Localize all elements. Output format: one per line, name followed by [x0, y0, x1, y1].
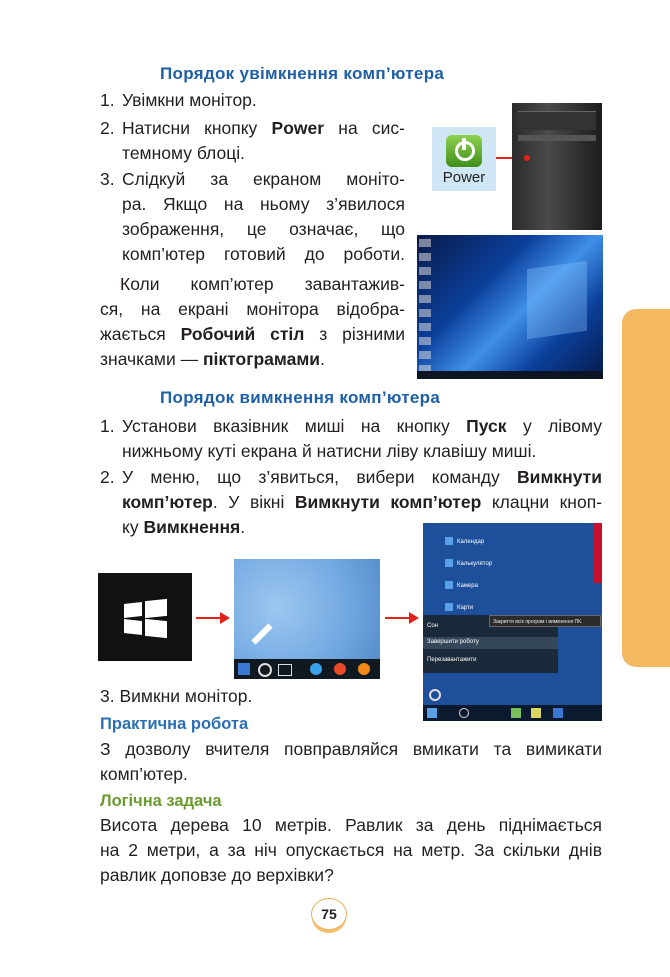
text: Установи вказівник миші на кнопку [122, 416, 467, 436]
step-line: темному блоці. [122, 143, 245, 163]
text: жається [100, 324, 181, 344]
app-item: Камера [457, 583, 478, 589]
step-line: Слідкуй за екраном моніто- [122, 169, 405, 189]
step-on-1 [100, 88, 410, 113]
step-text: Увімкни монітор. [122, 90, 257, 110]
para-line: Коли комп’ютер завантажив- [120, 274, 405, 294]
text: на сис- [324, 118, 405, 138]
text: У меню, що з’явиться, вибери команду [122, 467, 518, 487]
power-icon [446, 135, 482, 167]
page-number: 75 [311, 898, 347, 930]
step-number: 2. [100, 118, 115, 138]
step-number: 3. [100, 686, 115, 706]
app-item: Календар [457, 539, 485, 545]
pointer-arrow-icon [251, 623, 272, 644]
app-item: Калькулятор [457, 561, 493, 567]
icons-term: піктограмами [202, 349, 321, 369]
para-line: ся, на екрані монітора відобра- [100, 299, 405, 319]
arrow-right-icon [385, 617, 417, 619]
shutdown-term: Вимкнути [517, 467, 602, 487]
practical-text [100, 737, 602, 787]
shutdown-tooltip: Закриття всіх програм і вимкнення ПК. [489, 615, 601, 627]
step-number: 1. [100, 416, 115, 436]
text-line: на 2 метри, а за ніч опускається на метр. За скільки днів [100, 840, 602, 860]
text-line: Висота дерева 10 метрів. Равлик за день піднімається [100, 815, 602, 835]
shutdown-window-term: Вимкнути комп’ютер [294, 492, 482, 512]
step-line [122, 490, 602, 515]
app-item: Карти [457, 605, 474, 611]
step-on-2 [100, 116, 405, 166]
power-label: Power [442, 169, 486, 186]
windows-logo-image [98, 573, 192, 661]
step-line: нижньому куті екрана й натисни ліву клавішу миші. [122, 441, 537, 461]
desktop-term: Робочий стіл [180, 324, 305, 344]
step-line: зображення, це означає, що [122, 219, 405, 239]
step-on-3 [100, 167, 405, 267]
power-off-term: Вимкнення [143, 517, 241, 537]
power-button-illustration [432, 127, 496, 191]
para-line [100, 322, 405, 347]
system-unit-image [512, 103, 602, 230]
step-line [122, 465, 602, 490]
text-line: комп’ютер. [100, 764, 188, 784]
logic-text [100, 813, 602, 888]
step-line [122, 414, 602, 439]
power-term: Power [271, 118, 325, 138]
step-line: комп’ютер готовий до роботи. [122, 244, 405, 264]
heading-power-on: Порядок увімкнення комп’ютера [160, 64, 445, 83]
practical-title: Практична робота [100, 715, 249, 733]
start-term: Пуск [466, 416, 507, 436]
step-number: 3. [100, 169, 115, 189]
text: . У вікні [212, 492, 295, 512]
text: клацни кноп- [481, 492, 602, 512]
menu-item-sleep: Сон [427, 623, 438, 629]
step-off-1 [100, 414, 602, 464]
step-line: ра. Якщо на ньому з’явилося [122, 194, 405, 214]
text: ку [122, 517, 144, 537]
desktop-screenshot [417, 235, 603, 379]
text: значками — [100, 349, 203, 369]
computer-term: комп’ютер [122, 492, 213, 512]
text: . [320, 349, 325, 369]
text: з різними [304, 324, 406, 344]
menu-item-shutdown: Завершити роботу [427, 639, 479, 645]
side-tab [622, 309, 670, 667]
start-button-screenshot [234, 559, 380, 679]
logic-title: Логічна задача [100, 792, 222, 810]
arrow-right-icon [196, 617, 228, 619]
text: Натисни кнопку [122, 118, 272, 138]
step-number: 1. [100, 90, 115, 110]
step-number: 2. [100, 467, 115, 487]
desktop-paragraph [100, 272, 405, 372]
step-text: Вимкни монітор. [119, 686, 253, 706]
start-menu-screenshot [423, 523, 602, 721]
para-line [100, 347, 405, 372]
text: у лівому [506, 416, 603, 436]
heading-power-off: Порядок вимкнення комп’ютера [160, 388, 441, 407]
menu-item-restart: Перезавантажити [427, 657, 477, 663]
power-icon [429, 689, 441, 701]
step-off-3 [100, 684, 400, 709]
step-line [122, 116, 405, 141]
text-line: равлик доповзе до верхівки? [100, 865, 334, 885]
text: . [240, 517, 246, 537]
text-line: З дозволу вчителя повправляйся вмикати та вимикати [100, 739, 602, 759]
